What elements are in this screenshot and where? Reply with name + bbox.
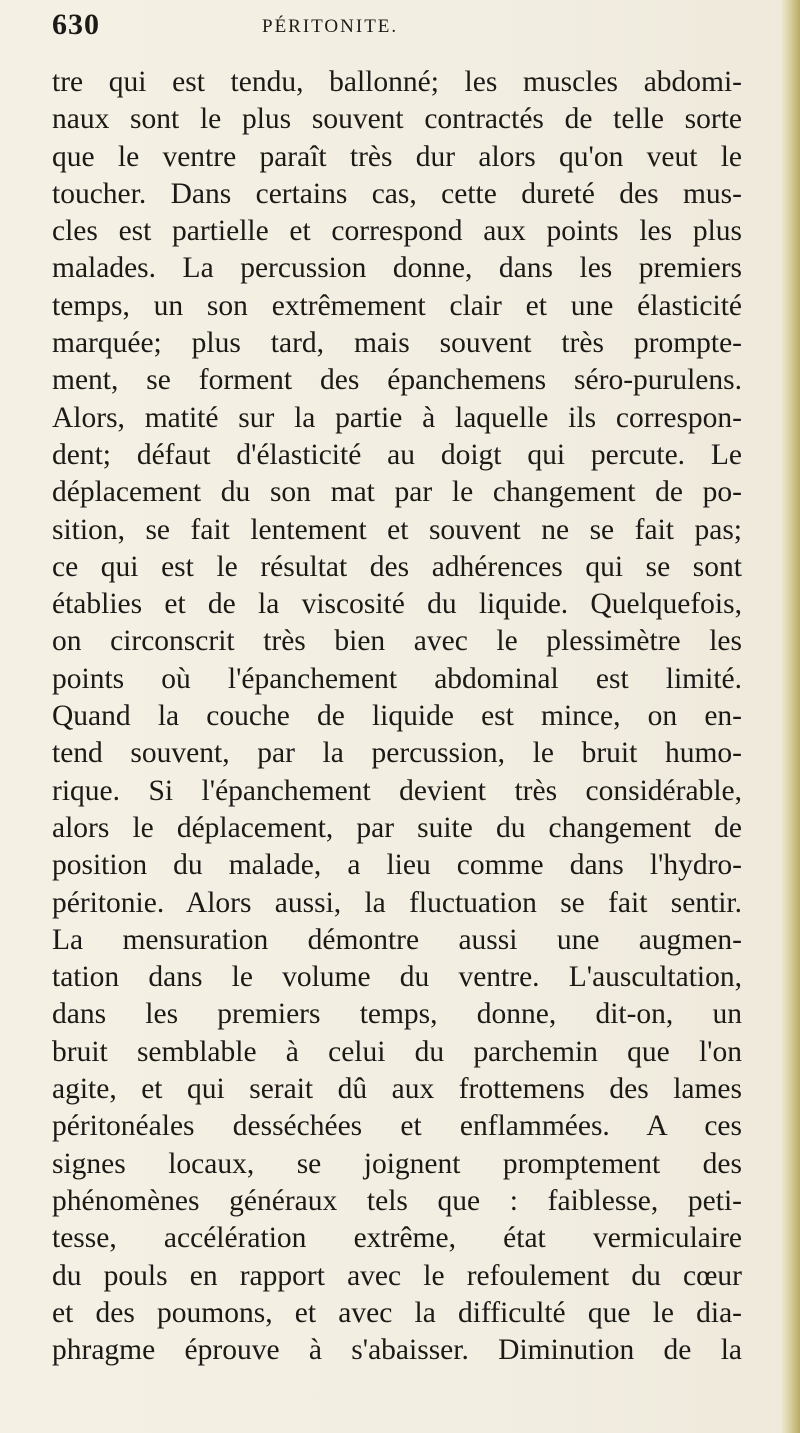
text-line: on circonscrit très bien avec le plessimètre les: [52, 625, 742, 658]
text-line: naux sont le plus souvent contractés de telle sorte: [52, 103, 742, 136]
text-line: tesse, accélération extrême, état vermiculaire: [52, 1222, 742, 1255]
text-line: marquée; plus tard, mais souvent très prompte-: [52, 327, 742, 360]
page-edge: [782, 0, 800, 1433]
text-line: péritonie. Alors aussi, la fluctuation se fait sentir.: [52, 886, 742, 919]
text-line: cles est partielle et correspond aux points les plus: [52, 215, 742, 248]
text-line: rique. Si l'épanchement devient très considérable,: [52, 774, 742, 807]
text-line: agite, et qui serait dû aux frottemens des lames: [52, 1073, 742, 1106]
text-line: dans les premiers temps, donne, dit-on, un: [52, 998, 742, 1031]
text-line: tend souvent, par la percussion, le bruit humo-: [52, 737, 742, 770]
text-line: ce qui est le résultat des adhérences qui se sont: [52, 550, 742, 583]
text-line: que le ventre paraît très dur alors qu'on veut le: [52, 140, 742, 173]
text-line: et des poumons, et avec la difficulté que le dia-: [52, 1296, 742, 1329]
text-line: La mensuration démontre aussi une augmen-: [52, 923, 742, 956]
text-line: tation dans le volume du ventre. L'auscultation,: [52, 961, 742, 994]
text-line: du pouls en rapport avec le refoulement du cœur: [52, 1259, 742, 1292]
text-line: position du malade, a lieu comme dans l'hydro-: [52, 849, 742, 882]
text-line: établies et de la viscosité du liquide. Quelquefois,: [52, 588, 742, 621]
body-text: [52, 64, 742, 1369]
text-line: points où l'épanchement abdominal est limité.: [52, 662, 742, 695]
text-line: phénomènes généraux tels que : faiblesse, peti-: [52, 1184, 742, 1217]
running-head: [52, 6, 772, 46]
text-line: péritonéales desséchées et enflammées. A ces: [52, 1110, 742, 1143]
text-line: bruit semblable à celui du parchemin que l'on: [52, 1035, 742, 1068]
text-line: Alors, matité sur la partie à laquelle ils correspon-: [52, 401, 742, 434]
page-number: 630: [52, 8, 100, 41]
text-line: sition, se fait lentement et souvent ne se fait pas;: [52, 513, 742, 546]
text-line: malades. La percussion donne, dans les premiers: [52, 252, 742, 285]
text-line: signes locaux, se joignent promptement des: [52, 1147, 742, 1180]
text-line: tre qui est tendu, ballonné; les muscles abdomi-: [52, 66, 742, 98]
text-line: temps, un son extrêmement clair et une élasticité: [52, 289, 742, 322]
text-line: dent; défaut d'élasticité au doigt qui percute. Le: [52, 438, 742, 471]
text-line: toucher. Dans certains cas, cette dureté des mus-: [52, 177, 742, 210]
text-line: phragme éprouve à s'abaisser. Diminution de la: [52, 1334, 742, 1367]
text-line: alors le déplacement, par suite du changement de: [52, 811, 742, 844]
text-line: ment, se forment des épanchemens séro-purulens.: [52, 364, 742, 397]
running-title: PÉRITONITE.: [262, 16, 399, 37]
text-line: déplacement du son mat par le changement de po-: [52, 476, 742, 509]
text-line: Quand la couche de liquide est mince, on en-: [52, 700, 742, 733]
